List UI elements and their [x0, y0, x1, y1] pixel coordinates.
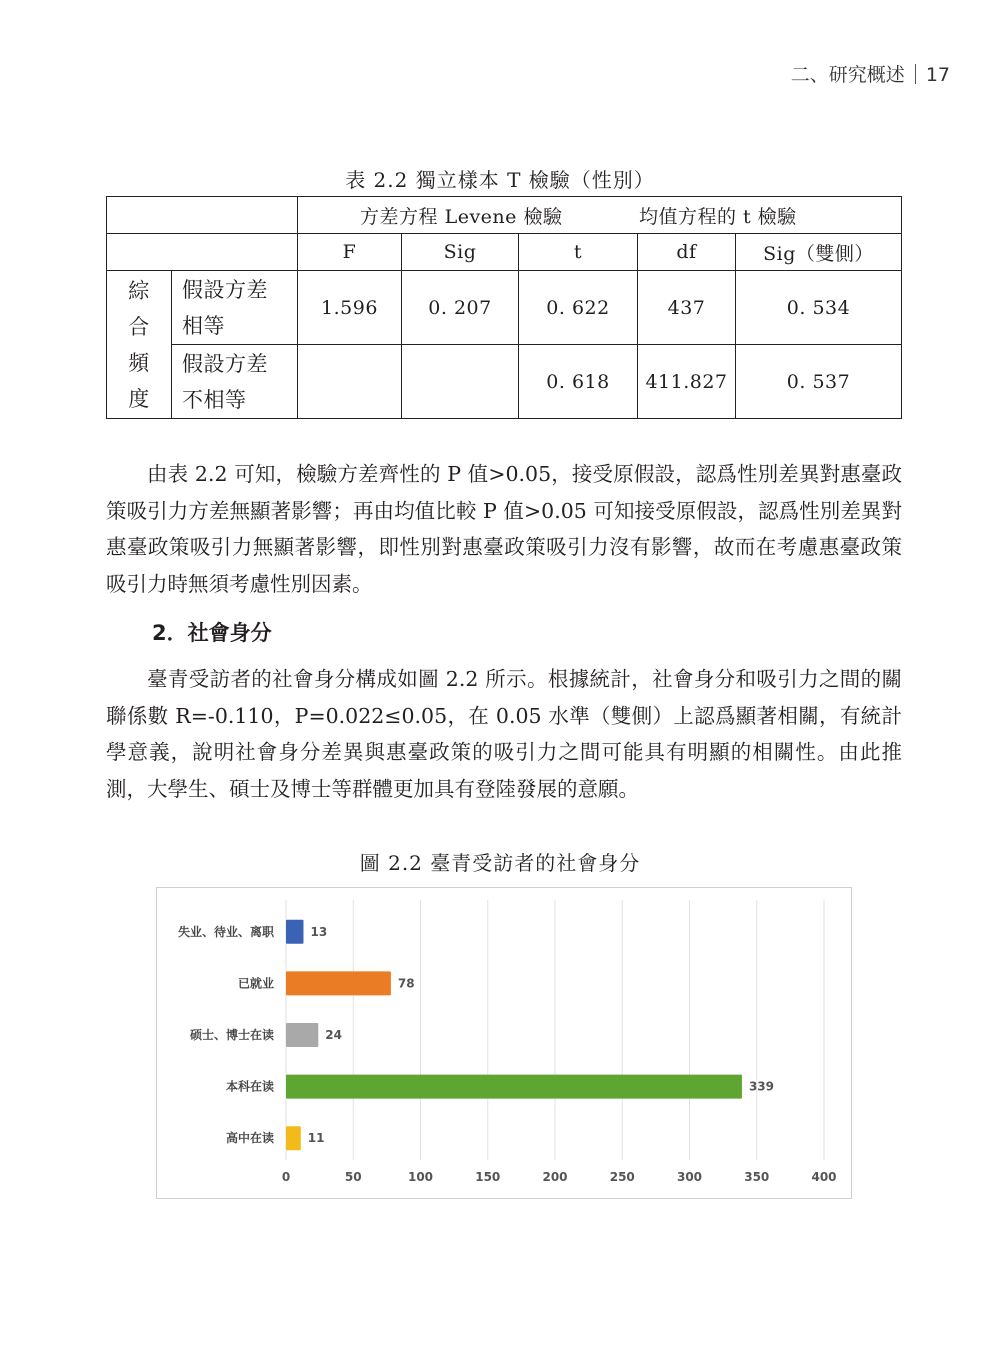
table-group-header-row [107, 197, 902, 234]
cell-f: 1.596 [298, 271, 402, 345]
cell-sig-two-tailed: 0. 534 [736, 271, 902, 345]
row-group-label [107, 271, 172, 419]
x-tick-label: 100 [407, 1170, 434, 1184]
x-tick-label: 200 [542, 1170, 568, 1184]
table-row [107, 345, 902, 419]
category-label: 高中在读 [225, 1131, 274, 1146]
bar [286, 920, 303, 944]
row-label: 假設方差 相等 [172, 271, 298, 345]
cell-f [298, 345, 402, 419]
cell-t: 0. 618 [519, 345, 638, 419]
data-label: 78 [397, 976, 415, 991]
page-number: 17 [925, 64, 950, 86]
cell-sig [402, 345, 519, 419]
section-title: 二、研究概述 [790, 64, 905, 86]
x-tick-label: 50 [344, 1170, 362, 1184]
paragraph-social-identity: 臺青受訪者的社會身分構成如圖 2.2 所示。根據統計，社會身分和吸引力之間的關聯係數 R=-0.110，P=0.022≤0.05，在 0.05 水準（雙側）上認爲顯著相關，有統計學意義，說明社會身分差異與惠臺政策的吸引力之間可能具有明顯的相關性。由此推測，大學生、碩士及博士等群體更加具有登陸發展的意願。 [106, 667, 902, 801]
data-label: 11 [307, 1131, 325, 1146]
x-tick-label: 150 [475, 1170, 501, 1184]
empty-header-cell [107, 234, 298, 271]
cell-df: 411.827 [638, 345, 736, 419]
x-tick-label: 350 [744, 1170, 770, 1184]
x-tick-label: 250 [609, 1170, 635, 1184]
bar-chart-frame [156, 887, 852, 1199]
ttest-group-header: 均值方程的 t 檢驗 [638, 205, 797, 228]
data-label: 24 [325, 1028, 342, 1042]
col-header-sig: Sig [402, 234, 519, 271]
category-label: 失业、待业、离职 [177, 924, 274, 939]
t-test-table [106, 196, 902, 419]
bar-chart [157, 888, 851, 1198]
cell-sig-two-tailed: 0. 537 [736, 345, 902, 419]
bar [286, 971, 391, 995]
table-caption: 表 2.2 獨立樣本 T 檢驗（性別） [345, 168, 655, 192]
cell-t: 0. 622 [519, 271, 638, 345]
empty-corner-cell [107, 197, 298, 234]
cell-sig: 0. 207 [402, 271, 519, 345]
row-group-char: 綜 [128, 278, 150, 303]
paragraph-table-analysis: 由表 2.2 可知，檢驗方差齊性的 P 值>0.05，接受原假設，認爲性別差異對惠臺政策吸引力方差無顯著影響；再由均值比較 P 值>0.05 可知接受原假設，認爲性別差異對惠臺政策吸引力無顯著影響，即性別對惠臺政策吸引力沒有影響，故而在考慮惠臺政策吸引力時無須考慮性別因素。 [106, 462, 902, 596]
row-label: 假設方差 不相等 [172, 345, 298, 419]
table-column-header-row [107, 234, 902, 271]
data-label: 13 [310, 924, 328, 939]
bar [286, 1126, 301, 1150]
group-header-cell [298, 197, 902, 234]
section-heading: 2．社會身分 [152, 621, 272, 645]
col-header-sig-two-tailed: Sig（雙側） [736, 234, 902, 271]
running-header [791, 60, 950, 87]
row-group-char: 頻 [128, 350, 150, 375]
category-label: 硕士、博士在读 [189, 1028, 274, 1042]
x-tick-label: 400 [811, 1170, 837, 1184]
row-group-char: 合 [128, 314, 150, 339]
header-divider [915, 64, 916, 84]
table-row [107, 271, 902, 345]
row-group-char: 度 [128, 386, 150, 411]
category-label: 本科在读 [225, 1079, 274, 1094]
bar [286, 1023, 318, 1047]
x-tick-label: 0 [281, 1170, 291, 1184]
data-label: 339 [748, 1079, 775, 1094]
x-tick-label: 300 [676, 1170, 703, 1184]
col-header-t: t [519, 234, 638, 271]
bar [286, 1075, 742, 1099]
col-header-df: df [638, 234, 736, 271]
cell-df: 437 [638, 271, 736, 345]
levene-group-header: 方差方程 Levene 檢驗 [360, 205, 563, 228]
category-label: 已就业 [237, 976, 274, 991]
col-header-f: F [298, 234, 402, 271]
figure-caption: 圖 2.2 臺青受訪者的社會身分 [359, 851, 641, 875]
